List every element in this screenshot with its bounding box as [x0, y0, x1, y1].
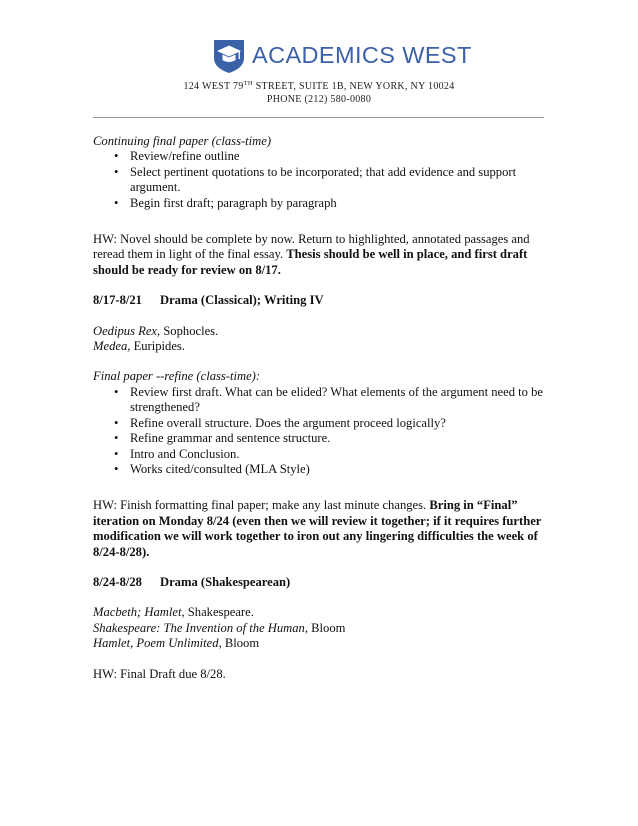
document-body [93, 134, 543, 682]
list-item: • Review/refine outline [93, 149, 543, 164]
section1-intro: Continuing final paper (class-time) [93, 134, 272, 148]
logo [213, 38, 472, 74]
reading-item: Oedipus Rex, Sophocles. [93, 323, 219, 338]
section1-homework: HW: Novel should be complete by now. Return to highlighted, annotated passages and reread them in light of the final essay. Thesis should be well in place, and first draft should be ready for review on 8/17. [93, 232, 530, 277]
list-item: • Begin first draft; paragraph by paragraph [93, 196, 543, 211]
section3-heading: 8/24-8/28 Drama (Shakespearean) [93, 574, 291, 589]
list-item: • Refine overall structure. Does the argument proceed logically? [93, 416, 543, 431]
phone-line: PHONE (212) 580-0080 [266, 94, 372, 105]
section2-list [93, 385, 543, 477]
reading-item: Medea, Euripides. [93, 339, 185, 354]
section2-heading: 8/17-8/21 Drama (Classical); Writing IV [93, 293, 324, 308]
list-item: • Works cited/consulted (MLA Style) [93, 462, 543, 477]
list-item: • Review first draft. What can be elided? What elements of the argument need to be strengthened? [93, 385, 543, 416]
header-divider [93, 117, 544, 118]
reading-item: Shakespeare: The Invention of the Human, Bloom [93, 620, 346, 635]
list-item: • Select pertinent quotations to be incorporated; that add evidence and support argument. [93, 165, 543, 196]
address-line: 124 WEST 79TH STREET, SUITE 1B, NEW YORK, NY 10024 [183, 80, 455, 92]
section2-homework: HW: Finish formatting final paper; make any last minute changes. Bring in “Final” iteration on Monday 8/24 (even then we will review it together; if it requires further modification we will work together to iron out any lingering difficulties the week of 8/24-8/28). [93, 498, 542, 559]
brand-name: ACADEMICS WEST [252, 42, 472, 69]
reading-item: Macbeth; Hamlet, Shakespeare. [93, 605, 254, 620]
section3-homework: HW: Final Draft due 8/28. [93, 666, 226, 681]
section1-list [93, 149, 543, 211]
section2-intro: Final paper --refine (class-time): [93, 369, 261, 384]
list-item: • Refine grammar and sentence structure. [93, 431, 543, 446]
list-item: • Intro and Conclusion. [93, 447, 543, 462]
graduation-cap-shield-icon [213, 38, 245, 74]
reading-item: Hamlet, Poem Unlimited, Bloom [93, 636, 260, 651]
